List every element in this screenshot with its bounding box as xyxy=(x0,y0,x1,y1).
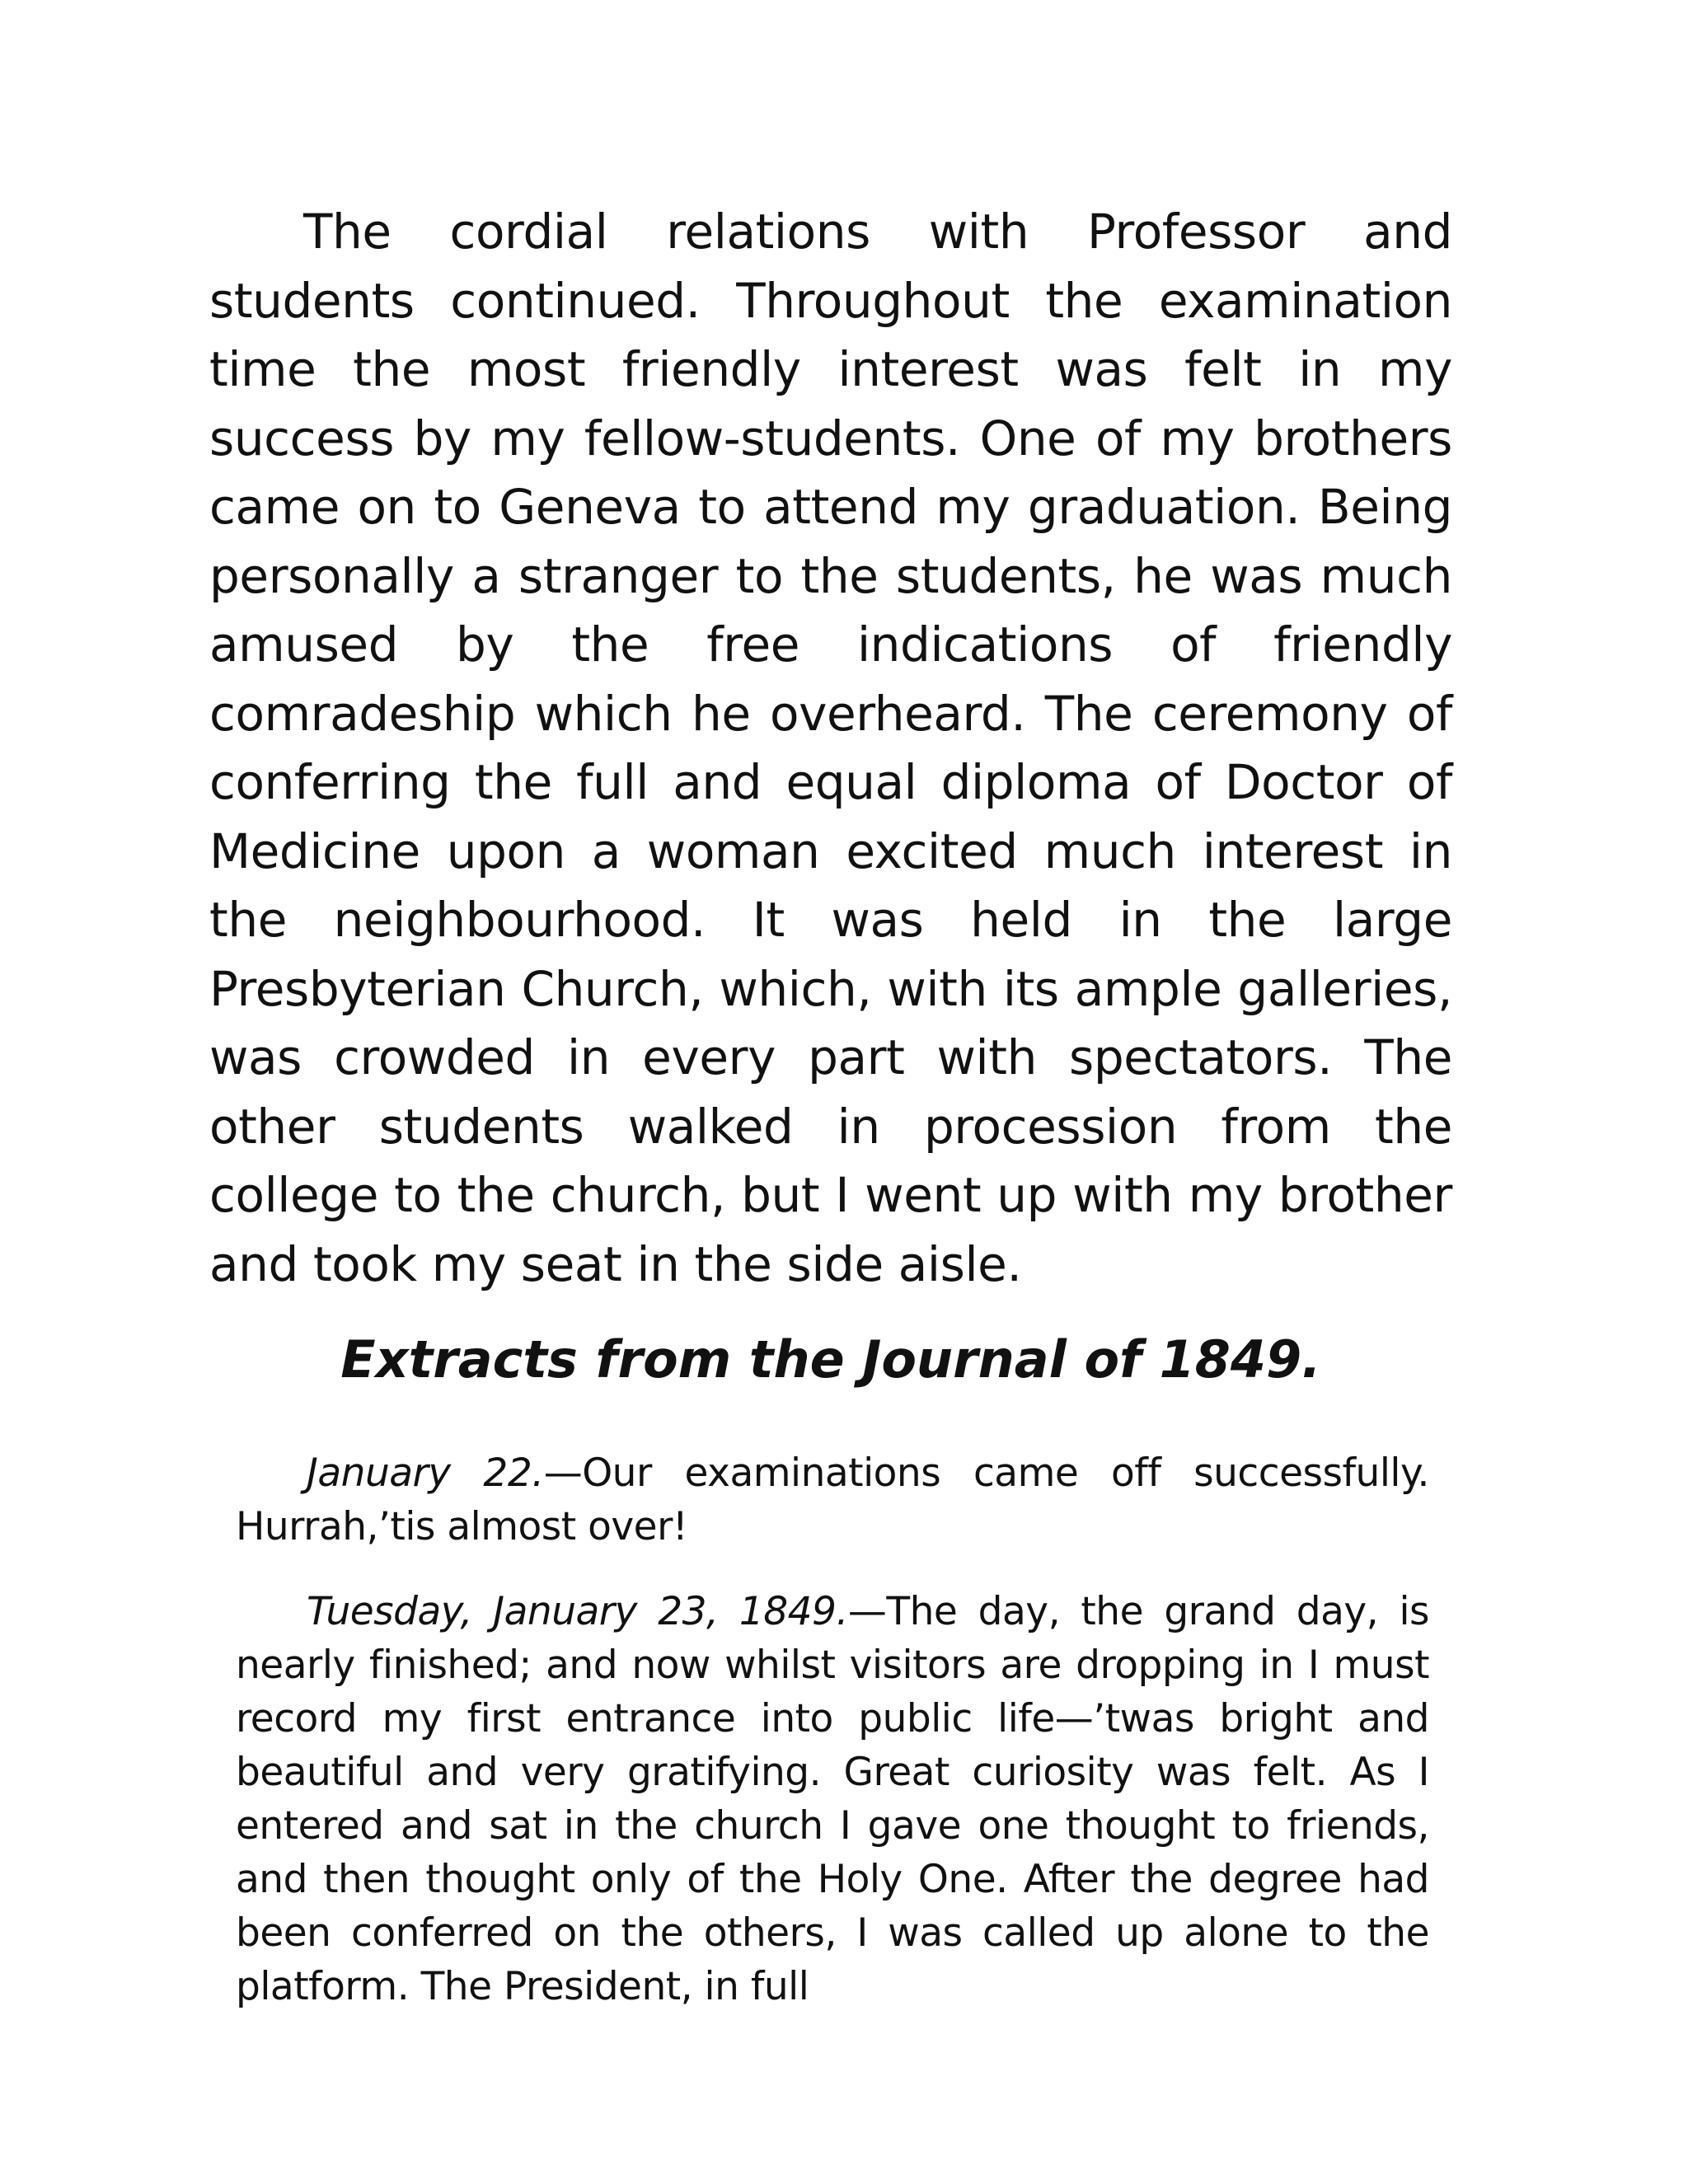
journal-entry xyxy=(236,1446,1429,1554)
section-heading: Extracts from the Journal of 1849. xyxy=(340,1329,1321,1390)
journal-entry-date: Tuesday, January 23, 1849. xyxy=(307,1589,848,1634)
main-paragraph: The cordial relations with Professor and students continued. Throughout the examination time the most friendly interest was felt in my success by my fellow-students. One of my brothers came on to Geneva to attend my graduation. Being personally a stranger to the students, he was much amused by the free indications of friendly comradeship which he overheard. The ceremony of conferring the full and equal diploma of Doctor of Medicine upon a woman excited much interest in the neighbourhood. It was held in the large Presbyterian Church, which, with its ample galleries, was crowded in every part with spectators. The other students walked in procession from the college to the church, but I went up with my brother and took my seat in the side aisle. xyxy=(209,204,1452,1292)
journal-entry-date: January 22. xyxy=(307,1451,544,1496)
journal-entry-text: —The day, the grand day, is nearly finished; and now whilst visitors are dropping in I must record my first entrance into public life—’twas bright and beautiful and very gratifying. Great curiosity was felt. As I entered and sat in the church I gave one thought to friends, and then thought only of the Holy One. After the degree had been conferred on the others, I was called up alone to the platform. The President, in full xyxy=(236,1589,1429,2009)
journal-entry-text: —Our examinations came off successfully. Hurrah,’tis almost over! xyxy=(236,1451,1429,1549)
journal-entry xyxy=(236,1585,1429,2013)
